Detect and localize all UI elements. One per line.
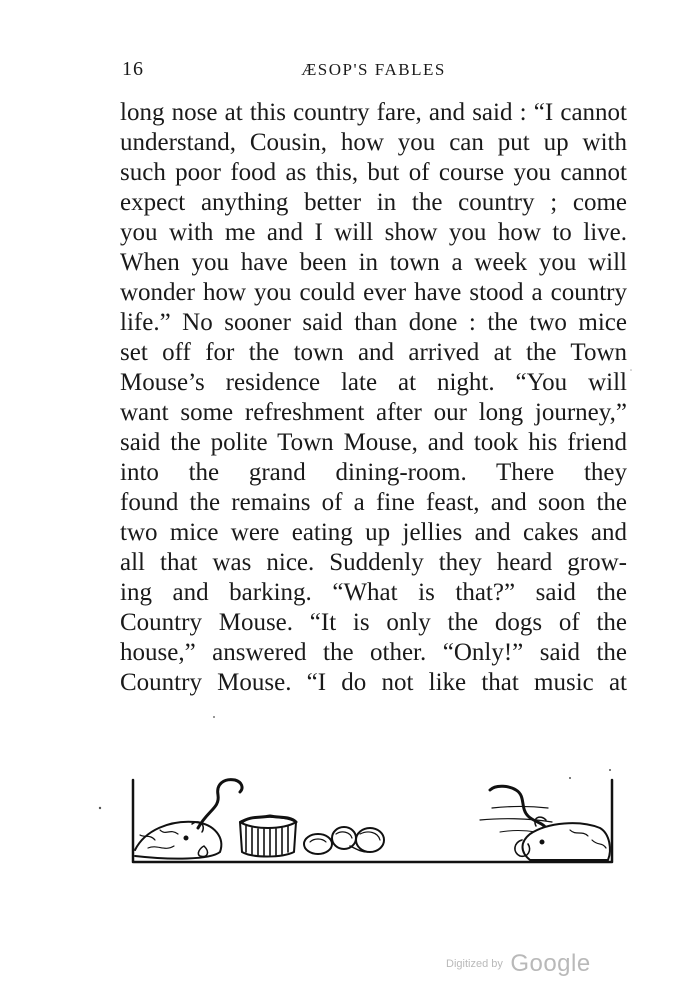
text-line: ing and barking. “What is that?” said the <box>120 579 627 606</box>
digitized-prefix: Digitized by <box>446 958 503 970</box>
text-line: understand, Cousin, how you can put up with <box>120 129 627 156</box>
google-logo: Google <box>510 950 591 977</box>
text-line: set off for the town and arrived at the Town <box>120 339 627 366</box>
running-title: ÆSOP'S FABLES <box>301 60 446 79</box>
text-line: wonder how you could ever have stood a country <box>120 279 627 306</box>
page-number: 16 <box>122 58 144 80</box>
text-line: house,” answered the other. “Only!” said the <box>120 639 627 666</box>
text-line: long nose at this country fare, and said : “I cannot <box>120 99 627 126</box>
text-line: life.” No sooner said than done : the two mice <box>120 309 627 336</box>
text-line: into the grand dining-room. There they <box>120 459 627 486</box>
mice-feast-illustration <box>100 760 640 870</box>
text-line: Mouse’s residence late at night. “You will <box>120 369 627 396</box>
text-line: expect anything better in the country ; come <box>120 189 627 216</box>
text-line: said the polite Town Mouse, and took his friend <box>120 429 627 456</box>
text-line: you with me and I will show you how to live. <box>120 219 627 246</box>
text-line: found the remains of a fine feast, and soon the <box>120 489 627 516</box>
digitized-watermark <box>446 950 591 978</box>
text-line: Country Mouse. “It is only the dogs of the <box>120 609 627 636</box>
text-line: two mice were eating up jellies and cakes and <box>120 519 627 546</box>
text-line: When you have been in town a week you will <box>120 249 627 276</box>
text-line: all that was nice. Suddenly they heard grow- <box>120 549 627 576</box>
text-line: Country Mouse. “I do not like that music at <box>120 669 627 696</box>
text-line: want some refreshment after our long journey,” <box>120 399 627 426</box>
text-line: such poor food as this, but of course you cannot <box>120 159 627 186</box>
